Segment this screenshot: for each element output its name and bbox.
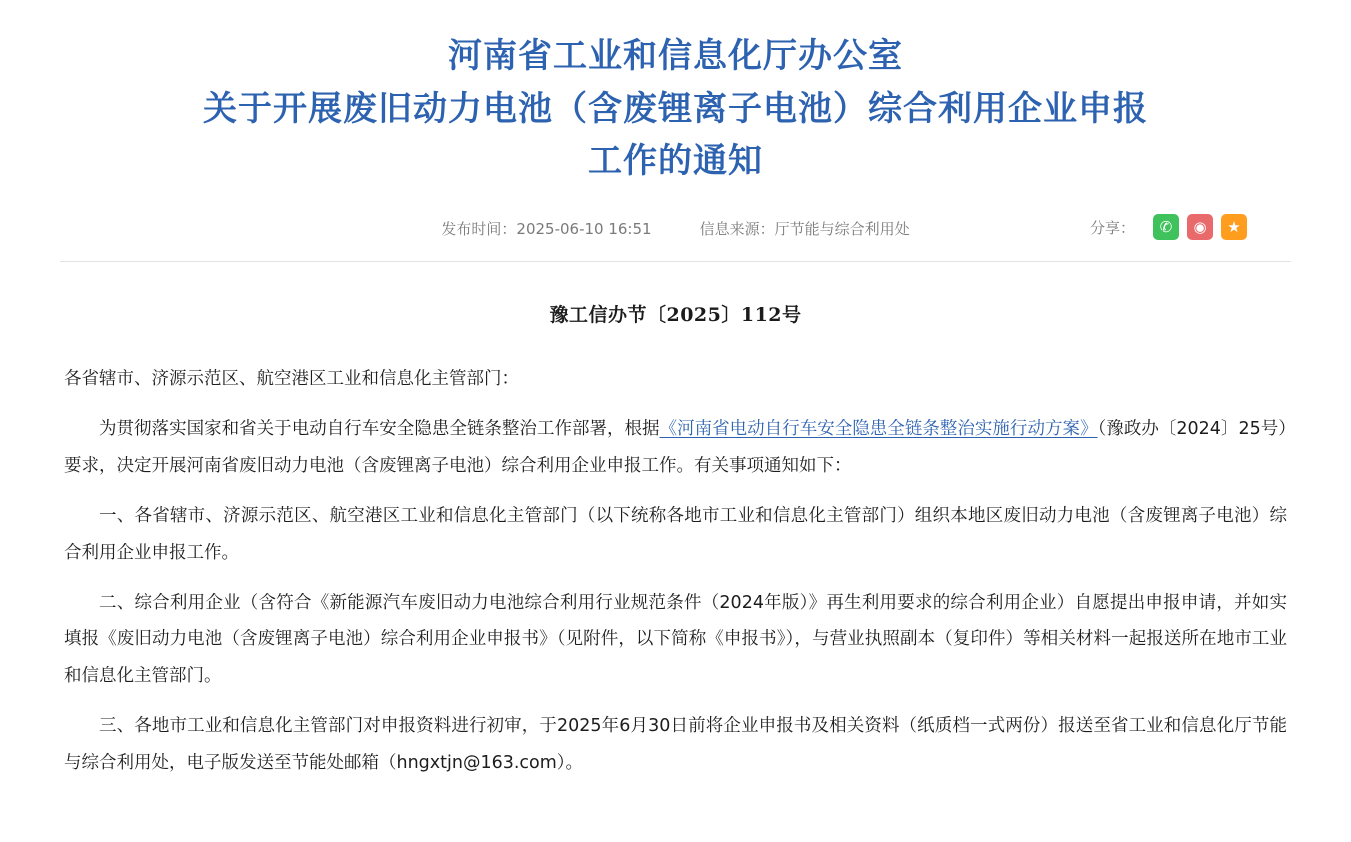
clause-one-paragraph: 一、各省辖市、济源示范区、航空港区工业和信息化主管部门（以下统称各地市工业和信息化主管部门）组织本地区废旧动力电池（含废锂离子电池）综合利用企业申报工作。 [64,506,1287,563]
publish-time [441,218,651,239]
page-title-line-3: 工作的通知 [588,141,763,182]
share-bar [1090,214,1247,240]
favorite-share-icon[interactable]: ★ [1221,214,1247,240]
page-title [120,30,1231,188]
document-number: 豫工信办节〔2025〕112号 [549,304,802,327]
clause-three-paragraph: 三、各地市工业和信息化主管部门对申报资料进行初审，于2025年6月30日前将企业申报书及相关资料（纸质档一式两份）报送至省工业和信息化厅节能与综合利用处，电子版发送至节能处邮箱（hngxtjn@163.com）。 [64,716,1287,773]
information-source [700,218,910,239]
policy-document-link[interactable]: 《河南省电动自行车安全隐患全链条整治实施行动方案》 [659,419,1098,440]
background-paragraph [64,411,1287,484]
metadata-bar [60,218,1291,262]
document-body [0,361,1351,835]
page-title-line-2: 关于开展废旧动力电池（含废锂离子电池）综合利用企业申报 [203,88,1148,129]
title-block [0,0,1351,188]
background-text-before-link: 为贯彻落实国家和省关于电动自行车安全隐患全链条整治工作部署，根据 [99,419,660,440]
information-source-value: 厅节能与综合利用处 [774,220,910,239]
publish-time-value: 2025-06-10 16:51 [516,220,652,239]
salutation-paragraph: 各省辖市、济源示范区、航空港区工业和信息化主管部门： [64,369,519,390]
weibo-share-icon[interactable]: ◉ [1187,214,1213,240]
publish-time-label: 发布时间： [441,220,517,239]
information-source-label: 信息来源： [699,220,775,239]
clause-two-paragraph: 二、综合利用企业（含符合《新能源汽车废旧动力电池综合利用行业规范条件（2024年版）》再生利用要求的综合利用企业）自愿提出申报申请，并如实填报《废旧动力电池（含废锂离子电池）综合利用企业申报书》（见附件，以下简称《申报书》），与营业执照副本（复印件）等相关材料一起报送所在地市工业和信息化主管部门。 [64,593,1287,686]
background-text-after-link: （豫政办〔2024〕25号）要求，决定开展河南省废旧动力电池（含废锂离子电池）综合利用企业申报工作。有关事项通知如下： [64,419,1287,476]
share-label: 分享： [1089,218,1135,237]
page-title-line-1: 河南省工业和信息化厅办公室 [448,36,903,76]
wechat-share-icon[interactable]: ✆ [1153,214,1179,240]
